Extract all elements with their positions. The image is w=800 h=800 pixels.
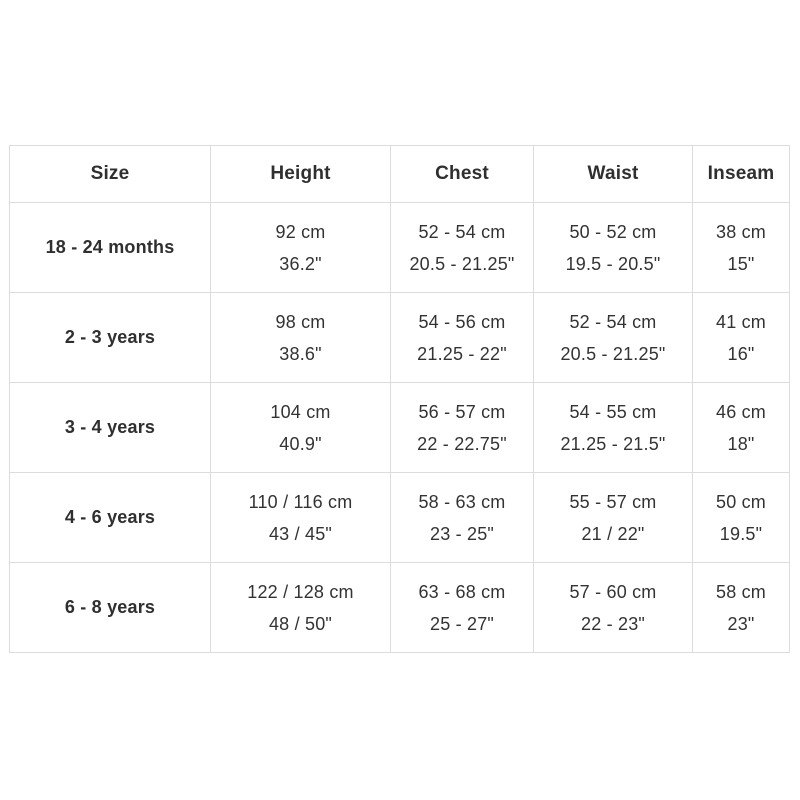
size-chart: [9, 145, 789, 653]
inseam-cell: [693, 473, 790, 563]
measure-cm: 38 cm: [715, 221, 767, 242]
measure-in: 20.5 - 21.25": [409, 253, 515, 274]
measure-in: 22 - 23": [580, 613, 646, 634]
waist-cell: [534, 473, 693, 563]
measure-in: 15": [727, 253, 755, 274]
measure-in: 16": [727, 343, 755, 364]
measure-cm: 104 cm: [270, 401, 331, 422]
measure-in: 19.5": [719, 523, 763, 544]
inseam-cell: [693, 563, 790, 653]
measure-cm: 52 - 54 cm: [418, 221, 506, 242]
measure-cm: 122 / 128 cm: [247, 581, 354, 602]
column-header-inseam: Inseam: [693, 146, 790, 203]
size-cell: 2 - 3 years: [10, 293, 211, 383]
measure-cm: 55 - 57 cm: [569, 491, 657, 512]
measure-in: 21.25 - 21.5": [560, 433, 666, 454]
measure-in: 21 / 22": [581, 523, 645, 544]
column-header-height: Height: [211, 146, 391, 203]
table-row: [10, 383, 790, 473]
chest-cell: [391, 293, 534, 383]
size-cell: 4 - 6 years: [10, 473, 211, 563]
measure-cm: 50 cm: [715, 491, 767, 512]
measure-in: 22 - 22.75": [417, 433, 507, 454]
measure-cm: 58 cm: [715, 581, 767, 602]
size-chart-table: [9, 145, 790, 653]
measure-cm: 50 - 52 cm: [569, 221, 657, 242]
chest-cell: [391, 383, 534, 473]
table-row: [10, 473, 790, 563]
waist-cell: [534, 293, 693, 383]
waist-cell: [534, 563, 693, 653]
waist-cell: [534, 383, 693, 473]
measure-in: 20.5 - 21.25": [560, 343, 666, 364]
header-row: [10, 146, 790, 203]
measure-in: 18": [727, 433, 755, 454]
measure-cm: 54 - 56 cm: [418, 311, 506, 332]
column-header-size: Size: [10, 146, 211, 203]
column-header-waist: Waist: [534, 146, 693, 203]
height-cell: [211, 293, 391, 383]
size-cell: 6 - 8 years: [10, 563, 211, 653]
table-row: [10, 293, 790, 383]
measure-in: 19.5 - 20.5": [565, 253, 661, 274]
measure-cm: 56 - 57 cm: [418, 401, 506, 422]
measure-in: 21.25 - 22": [417, 343, 507, 364]
inseam-cell: [693, 383, 790, 473]
measure-in: 43 / 45": [268, 523, 333, 544]
measure-in: 36.2": [279, 253, 322, 274]
chest-cell: [391, 203, 534, 293]
measure-cm: 92 cm: [275, 221, 326, 242]
measure-in: 48 / 50": [268, 613, 333, 634]
height-cell: [211, 203, 391, 293]
measure-cm: 52 - 54 cm: [569, 311, 657, 332]
column-header-chest: Chest: [391, 146, 534, 203]
measure-in: 23 - 25": [429, 523, 495, 544]
size-cell: 18 - 24 months: [10, 203, 211, 293]
measure-cm: 58 - 63 cm: [418, 491, 506, 512]
table-row: [10, 563, 790, 653]
measure-in: 40.9": [279, 433, 322, 454]
measure-in: 38.6": [279, 343, 322, 364]
table-row: [10, 203, 790, 293]
size-cell: 3 - 4 years: [10, 383, 211, 473]
inseam-cell: [693, 293, 790, 383]
chest-cell: [391, 563, 534, 653]
measure-in: 25 - 27": [429, 613, 495, 634]
inseam-cell: [693, 203, 790, 293]
height-cell: [211, 473, 391, 563]
height-cell: [211, 563, 391, 653]
measure-cm: 110 / 116 cm: [248, 491, 353, 512]
measure-cm: 46 cm: [715, 401, 767, 422]
measure-cm: 63 - 68 cm: [418, 581, 506, 602]
measure-cm: 41 cm: [715, 311, 767, 332]
measure-cm: 98 cm: [275, 311, 326, 332]
waist-cell: [534, 203, 693, 293]
measure-cm: 54 - 55 cm: [569, 401, 657, 422]
height-cell: [211, 383, 391, 473]
chest-cell: [391, 473, 534, 563]
measure-cm: 57 - 60 cm: [569, 581, 657, 602]
measure-in: 23": [727, 613, 755, 634]
